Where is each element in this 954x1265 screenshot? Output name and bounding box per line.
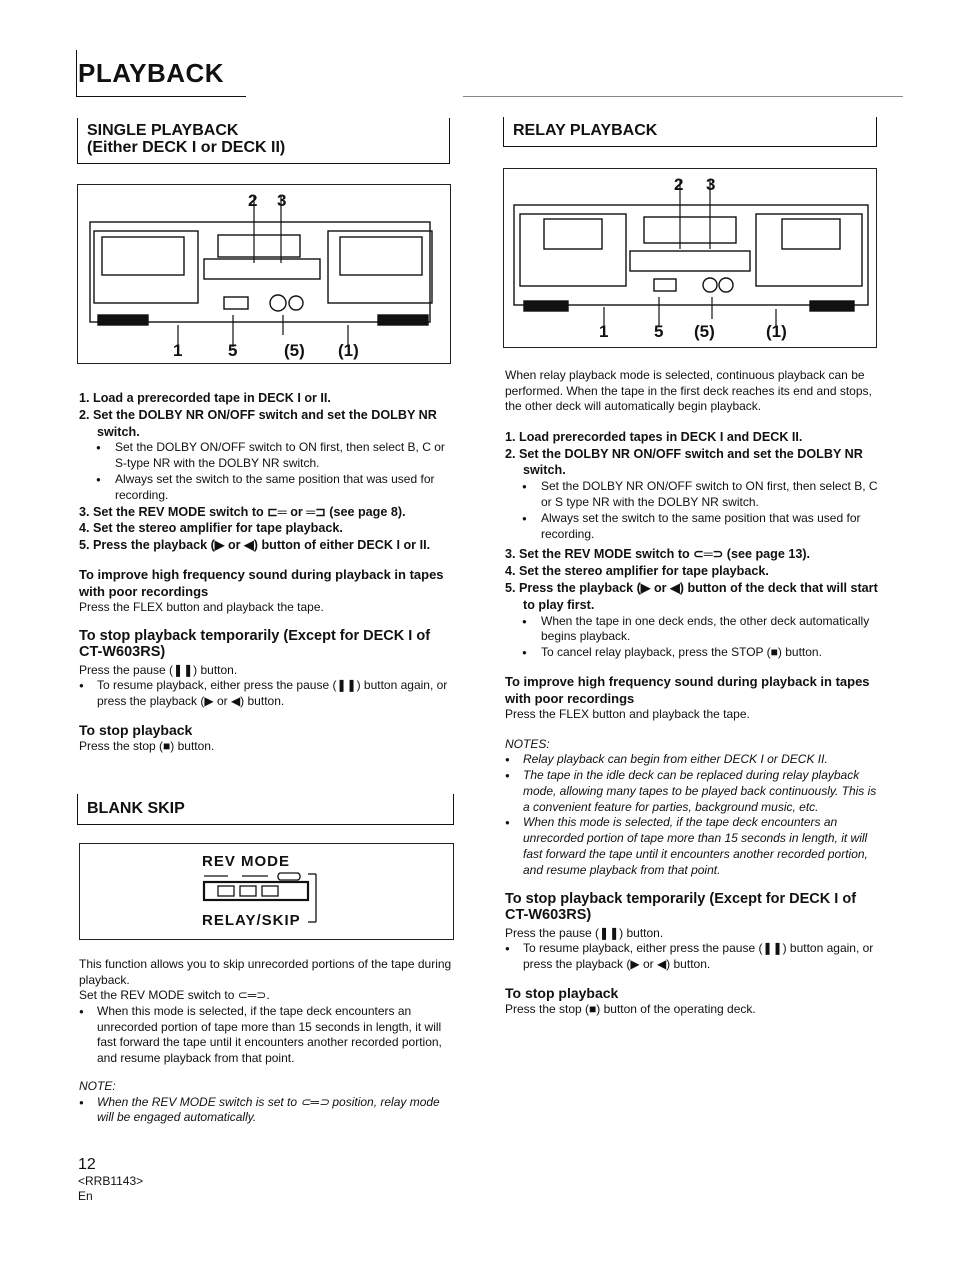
tape-deck-illustration: [78, 185, 450, 363]
doc-code: <RRB1143>: [78, 1174, 144, 1188]
step-2-bullet: ● Set the DOLBY ON/OFF switch to ON first, then select B, C or S-type NR with the DOLBY NR switch.: [79, 440, 454, 472]
page-title: PLAYBACK: [78, 58, 225, 88]
blank-skip-text: Set the REV MODE switch to ⊂═⊃.: [79, 988, 270, 1003]
step-3: 3. Set the REV MODE switch to ⊂═⊃ (see page 13).: [505, 547, 811, 562]
page-number: 12: [78, 1156, 96, 1173]
title-underline: [76, 96, 246, 97]
fig-label-5: 5: [654, 322, 664, 341]
stop-temp-text: Press the pause (❚❚) button.: [505, 925, 664, 940]
notes-label: NOTES:: [505, 736, 550, 751]
step-2-bullet: ● Always set the switch to the same position that was used for recording.: [79, 472, 454, 504]
blank-skip-text: This function allows you to skip unrecorded portions of the tape during playback.: [79, 957, 452, 987]
step-4: 4. Set the stereo amplifier for tape playback.: [505, 564, 769, 579]
relay-playback-heading: RELAY PLAYBACK: [503, 117, 877, 147]
fig-label-3: 3: [277, 191, 287, 210]
step-5: 5. Press the playback (▶ or ◀) button of the deck that will start to play first.: [505, 580, 878, 612]
note-bullet: ● When the REV MODE switch is set to ⊂═⊃ position, relay mode will be engaged automatically.: [79, 1095, 455, 1127]
stop-heading: To stop playback: [505, 984, 619, 1001]
fig-label-2: 2: [674, 175, 684, 194]
step-5-bullet: ● When the tape in one deck ends, the other deck automatically begins playback.: [505, 614, 879, 646]
step-2: 2. Set the DOLBY NR ON/OFF switch and set the DOLBY NR switch.: [505, 446, 863, 478]
step-3: 3. Set the REV MODE switch to ⊏═ or ═⊐ (see page 8).: [79, 504, 406, 519]
note-label: NOTE:: [79, 1078, 116, 1093]
fig-label-3: 3: [706, 175, 716, 194]
stop-temp-heading: To stop playback temporarily (Except for DECK I of CT-W603RS): [79, 627, 431, 661]
step-5-bullet: ● To cancel relay playback, press the STOP (■) button.: [505, 645, 879, 661]
relay-intro: When relay playback mode is selected, continuous playback can be performed. When the tape in the first deck reaches its end and stops, the other deck will automatically begin playback.: [505, 368, 872, 414]
improve-text: Press the FLEX button and playback the tape.: [505, 706, 750, 721]
step-2: 2. Set the DOLBY NR ON/OFF switch and set the DOLBY NR switch.: [79, 407, 437, 439]
fig-label-1: 1: [173, 341, 183, 360]
title-bracket: [76, 50, 77, 96]
stop-temp-heading: To stop playback temporarily (Except for DECK I of CT-W603RS): [505, 890, 857, 923]
step-1: 1. Load a prerecorded tape in DECK I or II.: [79, 391, 331, 405]
header-rule: [463, 96, 903, 97]
stop-text: Press the stop (■) button.: [79, 738, 215, 753]
blank-skip-bullet: ● When this mode is selected, if the tape deck encounters an unrecorded portion of tape more than 15 seconds in length, it will fast forward the tape until it encounters another recorded portion, and resume playback from that point.: [79, 1004, 455, 1067]
fig-label-1-paren: (1): [766, 322, 787, 341]
right-column: [505, 368, 879, 1017]
improve-heading: To improve high frequency sound during playback in tapes with poor recordings: [79, 566, 444, 599]
fig-label-1-paren: (1): [338, 341, 359, 360]
fig-label-1: 1: [599, 322, 609, 341]
note-item: ● The tape in the idle deck can be replaced during relay playback mode, allowing many tapes to be played back continuously. This is a convenient feature for parties, background music, etc.: [505, 768, 879, 815]
note-item: ● Relay playback can begin from either DECK I or DECK II.: [505, 752, 879, 768]
step-2-bullet: ● Always set the switch to the same position that was used for recording.: [505, 511, 879, 543]
note-item: ● When this mode is selected, if the tape deck encounters an unrecorded portion of tape more than 15 seconds in length, it will fast forward the tape until it encounters another recorded portion, and resume playback from that point.: [505, 815, 879, 878]
relay-skip-label: RELAY/SKIP: [202, 912, 301, 929]
rev-mode-figure: [79, 843, 454, 940]
fig-label-5-paren: (5): [284, 341, 305, 360]
step-2-bullet: ● Set the DOLBY NR ON/OFF switch to ON first, then select B, C or S type NR with the DOLBY NR switch.: [505, 479, 879, 511]
blank-skip-body: [79, 957, 455, 1126]
step-4: 4. Set the stereo amplifier for tape playback.: [79, 521, 343, 536]
step-5: 5. Press the playback (▶ or ◀) button of either DECK I or II.: [79, 538, 431, 553]
step-1: 1. Load prerecorded tapes in DECK I and DECK II.: [505, 429, 803, 444]
stop-text: Press the stop (■) button of the operating deck.: [505, 1001, 756, 1016]
fig-label-2: 2: [248, 191, 258, 210]
stop-heading: To stop playback: [79, 721, 193, 738]
stop-temp-bullet: ● To resume playback, either press the pause (❚❚) button again, or press the playback (▶ or ◀) button.: [79, 678, 454, 710]
stop-temp-text: Press the pause (❚❚) button.: [79, 662, 238, 677]
left-column: [79, 390, 454, 754]
fig-label-5-paren: (5): [694, 322, 715, 341]
language-code: En: [78, 1189, 93, 1203]
stop-temp-bullet: ● To resume playback, either press the pause (❚❚) button again, or press the playback (▶ or ◀) button.: [505, 941, 879, 973]
tape-deck-illustration: [504, 169, 876, 347]
fig-label-5: 5: [228, 341, 238, 360]
single-playback-heading: SINGLE PLAYBACK (Either DECK I or DECK II): [77, 118, 450, 164]
rev-mode-label: REV MODE: [202, 853, 291, 870]
blank-skip-heading: BLANK SKIP: [77, 794, 454, 825]
page-footer: [78, 1156, 143, 1204]
improve-heading: To improve high frequency sound during playback in tapes with poor recordings: [505, 673, 870, 706]
single-playback-figure: [77, 184, 451, 364]
improve-text: Press the FLEX button and playback the tape.: [79, 599, 324, 614]
relay-playback-figure: [503, 168, 877, 348]
